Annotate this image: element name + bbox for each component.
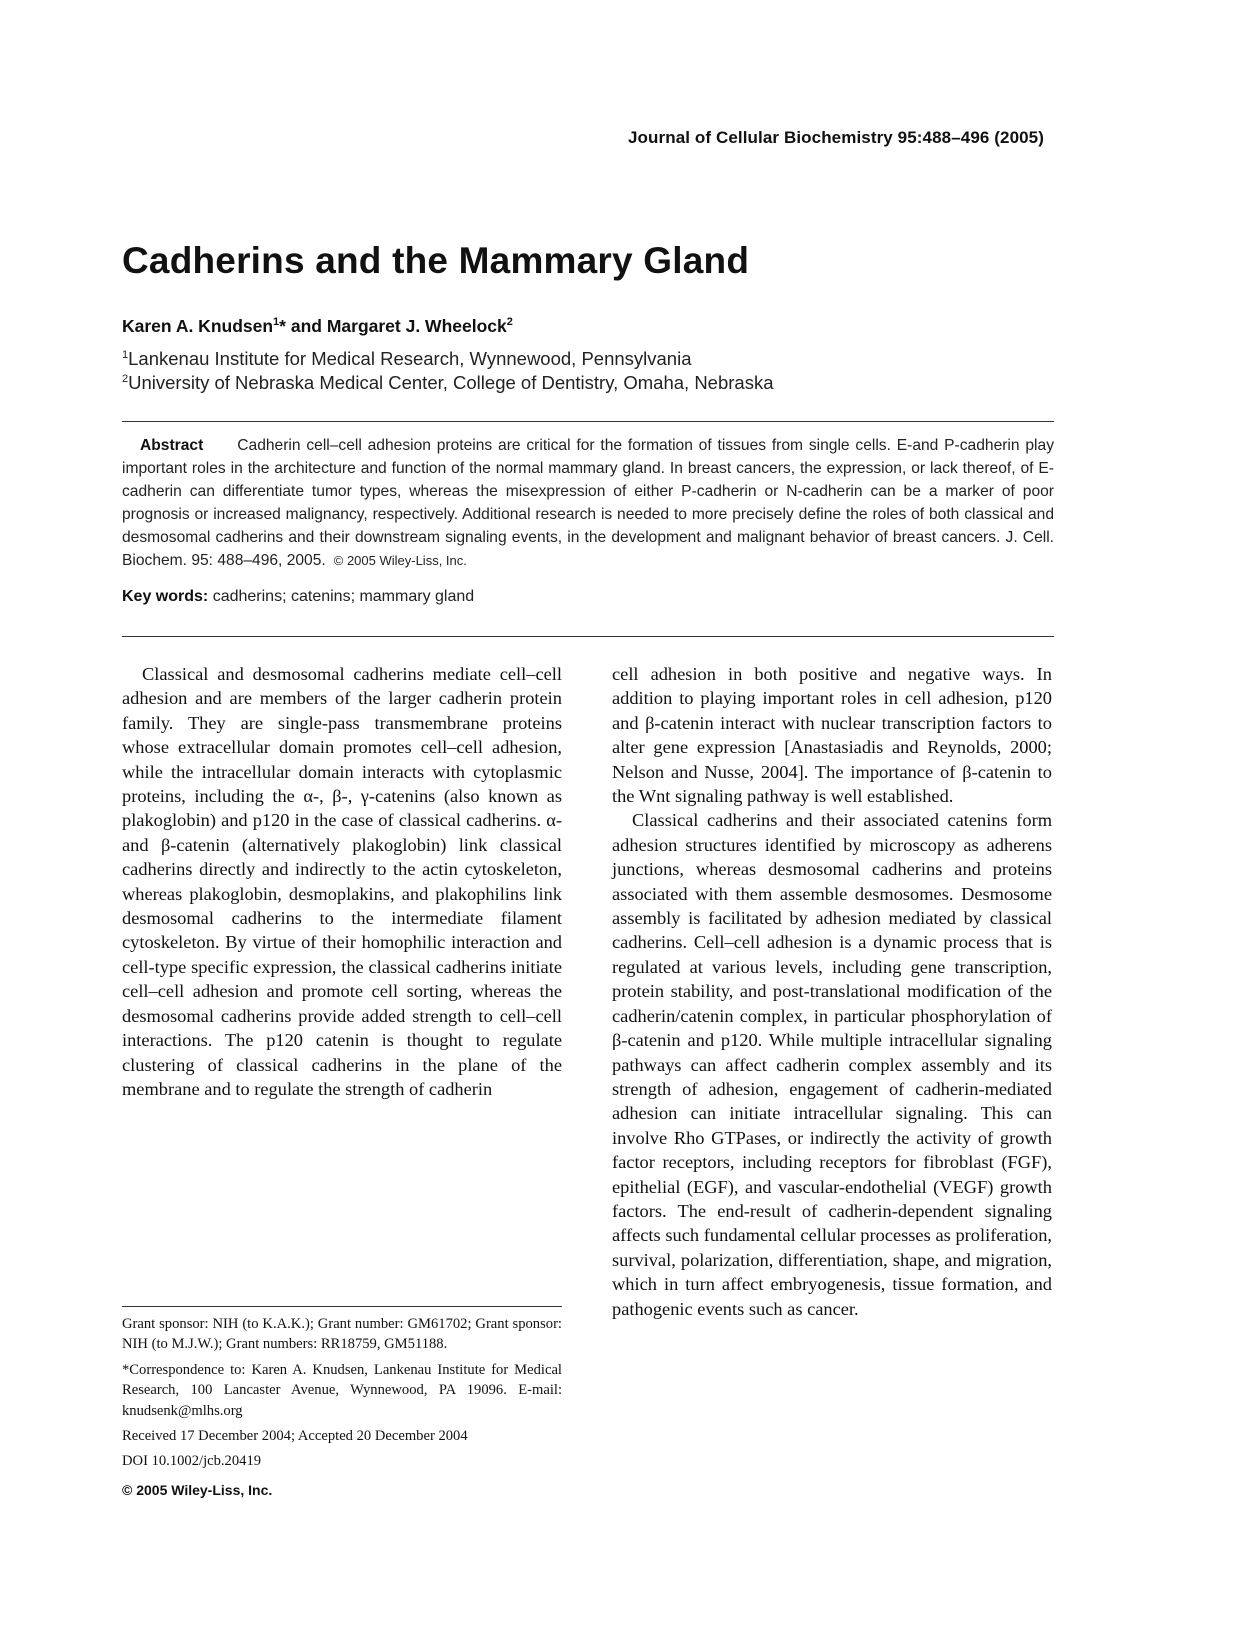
abstract-heading: Abstract xyxy=(140,437,204,454)
abstract-block xyxy=(122,434,1054,572)
keywords-line xyxy=(122,588,474,606)
affiliation-1 xyxy=(122,348,692,370)
body-paragraph: cell adhesion in both positive and negative ways. In addition to playing important roles in cell adhesion, p120 and β-catenin interact with nuclear transcription factors to alter gene expression [Anastasiadis and Reynolds, 2000; Nelson and Nusse, 2004]. The importance of β-catenin to the Wnt signaling pathway is well established. xyxy=(612,664,1052,807)
received-date: Received 17 December 2004; Accepted 20 December 2004 xyxy=(122,1428,468,1445)
corresponding-author-mark: * xyxy=(279,316,286,336)
keywords-text: cadherins; catenins; mammary gland xyxy=(212,588,475,605)
footnotes-block xyxy=(122,1314,562,1505)
journal-citation: Journal of Cellular Biochemistry 95:488–496 (2005) xyxy=(627,128,1044,147)
keywords-heading: Key words: xyxy=(122,588,209,605)
body-paragraph: Classical cadherins and their associated catenins form adhesion structures identified by microscopy as adherens junctions, whereas desmosomal cadherins and proteins associated with them assemble desmosomes. Desmosome assembly is facilitated by adhesion mediated by classical cadherins. Cell–cell adhesion is a dynamic process that is regulated at various levels, including gene transcription, protein stability, and post-translational modification of the cadherin/catenin complex, in particular phosphorylation of β-catenin and p120. While multiple intracellular signaling pathways can affect cadherin complex assembly and its strength of adhesion, engagement of cadherin-mediated adhesion can initiate intracellular signaling. This can involve Rho GTPases, or indirectly the activity of growth factor receptors, including receptors for fibroblast (FGF), epithelial (EGF), and vascular-endothelial (VEGF) growth factors. The end-result of cadherin-dependent signaling affects such fundamental cellular processes as proliferation, survival, polarization, differentiation, shape, and migration, which in turn affect embryogenesis, tissue formation, and pathogenic events such as cancer. xyxy=(612,810,1052,1319)
affiliation-2-text: University of Nebraska Medical Center, College of Dentistry, Omaha, Nebraska xyxy=(128,372,774,393)
body-column-right xyxy=(612,662,1052,1321)
abstract-text: Cadherin cell–cell adhesion proteins are critical for the formation of tissues from single cells. E-and P-cadherin play important roles in the architecture and function of the normal mammary gland. In breast cancers, the expression, or lack thereof, of E-cadherin can differentiate tumor types, whereas the misexpression of either P-cadherin or N-cadherin can be a marker of poor prognosis or increased malignancy, respectively. Additional research is needed to more precisely define the roles of both classical and desmosomal cadherins and their downstream signaling events, in the development and malignant behavior of breast cancers. J. Cell. Biochem. 95: 488–496, 2005. xyxy=(122,437,1054,569)
author-2-affiliation-mark: 2 xyxy=(506,316,513,329)
author-2-name: Margaret J. Wheelock xyxy=(326,316,507,336)
author-1-name: Karen A. Knudsen xyxy=(122,316,274,336)
footnote-rule xyxy=(122,1306,562,1307)
article-title: Cadherins and the Mammary Gland xyxy=(122,240,750,281)
body-paragraph: Classical and desmosomal cadherins mediate cell–cell adhesion and are members of the larger cadherin protein family. They are single-pass transmembrane proteins whose extracellular domain promotes cell–cell adhesion, while the intracellular domain interacts with cytoplasmic proteins, including the α-, β-, γ-catenins (also known as plakoglobin) and p120 in the case of classical cadherins. α- and β-catenin (alternatively plakoglobin) link classical cadherins directly and indirectly to the actin cytoskeleton, whereas plakoglobin, desmoplakins, and plakophilins link desmosomal cadherins to the intermediate filament cytoskeleton. By virtue of their homophilic interaction and cell-type specific expression, the classical cadherins initiate cell–cell adhesion and promote cell sorting, whereas the desmosomal cadherins provide added strength to cell–cell interactions. The p120 catenin is thought to regulate clustering of classical cadherins in the plane of the membrane and to regulate the strength of cadherin xyxy=(122,664,562,1099)
affiliation-2 xyxy=(122,372,774,394)
body-column-left xyxy=(122,662,562,1101)
author-list xyxy=(122,316,513,337)
affiliation-1-text: Lankenau Institute for Medical Research, Wynnewood, Pennsylvania xyxy=(128,348,692,369)
grant-footnote: Grant sponsor: NIH (to K.A.K.); Grant number: GM61702; Grant sponsor: NIH (to M.J.W.); Grant numbers: RR18759, GM51188. xyxy=(122,1316,562,1353)
abstract-copyright: © 2005 Wiley-Liss, Inc. xyxy=(333,553,467,568)
author-1-affiliation-mark: 1 xyxy=(273,316,280,329)
abstract-top-rule xyxy=(122,421,1054,422)
correspondence-footnote: *Correspondence to: Karen A. Knudsen, Lankenau Institute for Medical Research, 100 Lancaster Avenue, Wynnewood, PA 19096. E-mail: knudsenk@mlhs.org xyxy=(122,1361,562,1419)
author-separator: and xyxy=(285,316,327,336)
footnote-copyright: © 2005 Wiley-Liss, Inc. xyxy=(122,1481,273,1498)
doi-line: DOI 10.1002/jcb.20419 xyxy=(122,1453,262,1470)
abstract-bottom-rule xyxy=(122,636,1054,637)
affiliation-2-mark: 2 xyxy=(122,372,129,385)
affiliation-1-mark: 1 xyxy=(122,348,129,361)
